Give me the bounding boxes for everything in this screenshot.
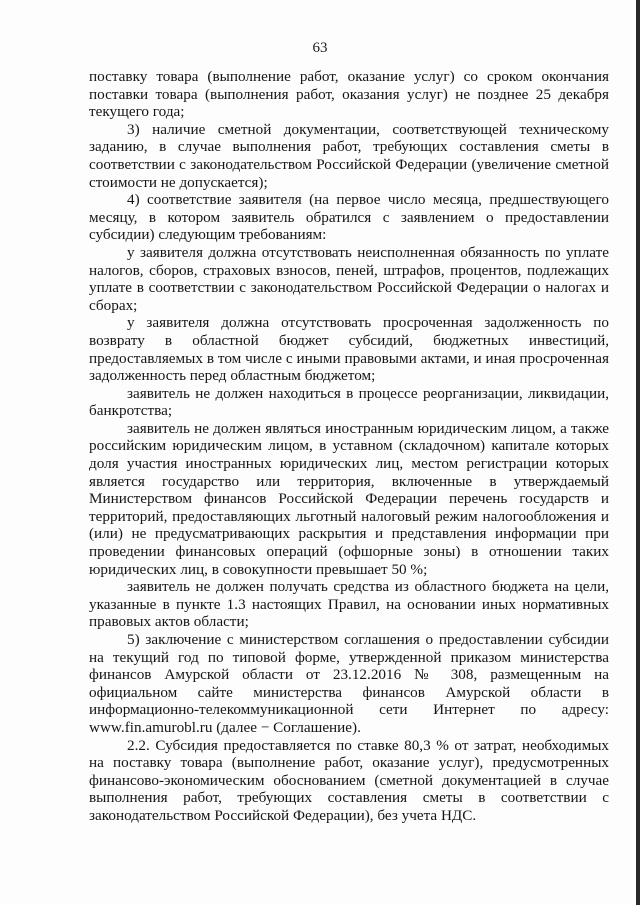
paragraph-item-4: 4) соответствие заявителя (на первое число месяца, предшествующего месяцу, в котором заявитель обратился с заявлением о предоставлении субсидии) следующим требованиям:	[89, 191, 609, 244]
page-number: 63	[312, 40, 328, 56]
paragraph-debt-requirement: у заявителя должна отсутствовать просроченная задолженность по возврату в областной бюджет субсидий, бюджетных инвестиций, предоставляемых в том числе с иными правовыми актами, и иная просроченная задолженность перед областным бюджетом;	[89, 314, 609, 385]
paragraph-budget-funds-requirement: заявитель не должен получать средства из областного бюджета на цели, указанные в пункте 1.3 настоящих Правил, на основании иных нормативных правовых актов области;	[89, 578, 609, 631]
scan-edge-border	[636, 0, 640, 905]
paragraph-item-5: 5) заключение с министерством соглашения о предоставлении субсидии на текущий год по типовой форме, утвержденной приказом министерства финансов Амурской области от 23.12.2016 № 308, размещенным на официальном сайте министерства финансов Амурской области в информационно-телекоммуникационной сети Интернет по адресу: www.fin.amurobl.ru (далее − Соглашение).	[89, 631, 609, 736]
paragraph-foreign-entity-requirement: заявитель не должен являться иностранным юридическим лицом, а также российским юридическим лицом, в уставном (складочном) капитале которых доля участия иностранных юридических лиц, местом регистрации которых является государство или территория, включенные в утверждаемый Министерством финансов Российской Федерации перечень государств и территорий, предоставляющих льготный налоговый режим налогообложения и (или) не предусматривающих раскрытия и представления информации при проведении финансовых операций (офшорные зоны) в отношении таких юридических лиц, в совокупности превышает 50 %;	[89, 419, 609, 578]
paragraph-item-3: 3) наличие сметной документации, соответствующей техническому заданию, в случае выполнения работ, требующих составления сметы в соответствии с законодательством Российской Федерации (увеличение сметной стоимости не допускается);	[89, 120, 609, 191]
document-body	[89, 68, 609, 825]
paragraph-tax-requirement: у заявителя должна отсутствовать неисполненная обязанность по уплате налогов, сборов, страховых взносов, пеней, штрафов, процентов, подлежащих уплате в соответствии с законодательством Российской Федерации о налогах и сборах;	[89, 243, 609, 314]
paragraph-reorganization-requirement: заявитель не должен находиться в процессе реорганизации, ликвидации, банкротства;	[89, 384, 609, 420]
paragraph-2-2: 2.2. Субсидия предоставляется по ставке 80,3 % от затрат, необходимых на поставку товара (выполнение работ, оказание услуг), предусмотренных финансово-экономическим обоснованием (сметной документацией в случае выполнения работ, требующих составления сметы в соответствии с законодательством Российской Федерации), без учета НДС.	[89, 736, 609, 824]
paragraph-continuation: поставку товара (выполнение работ, оказание услуг) со сроком окончания поставки товара (выполнения работ, оказания услуг) не позднее 25 декабря текущего года;	[89, 68, 609, 121]
